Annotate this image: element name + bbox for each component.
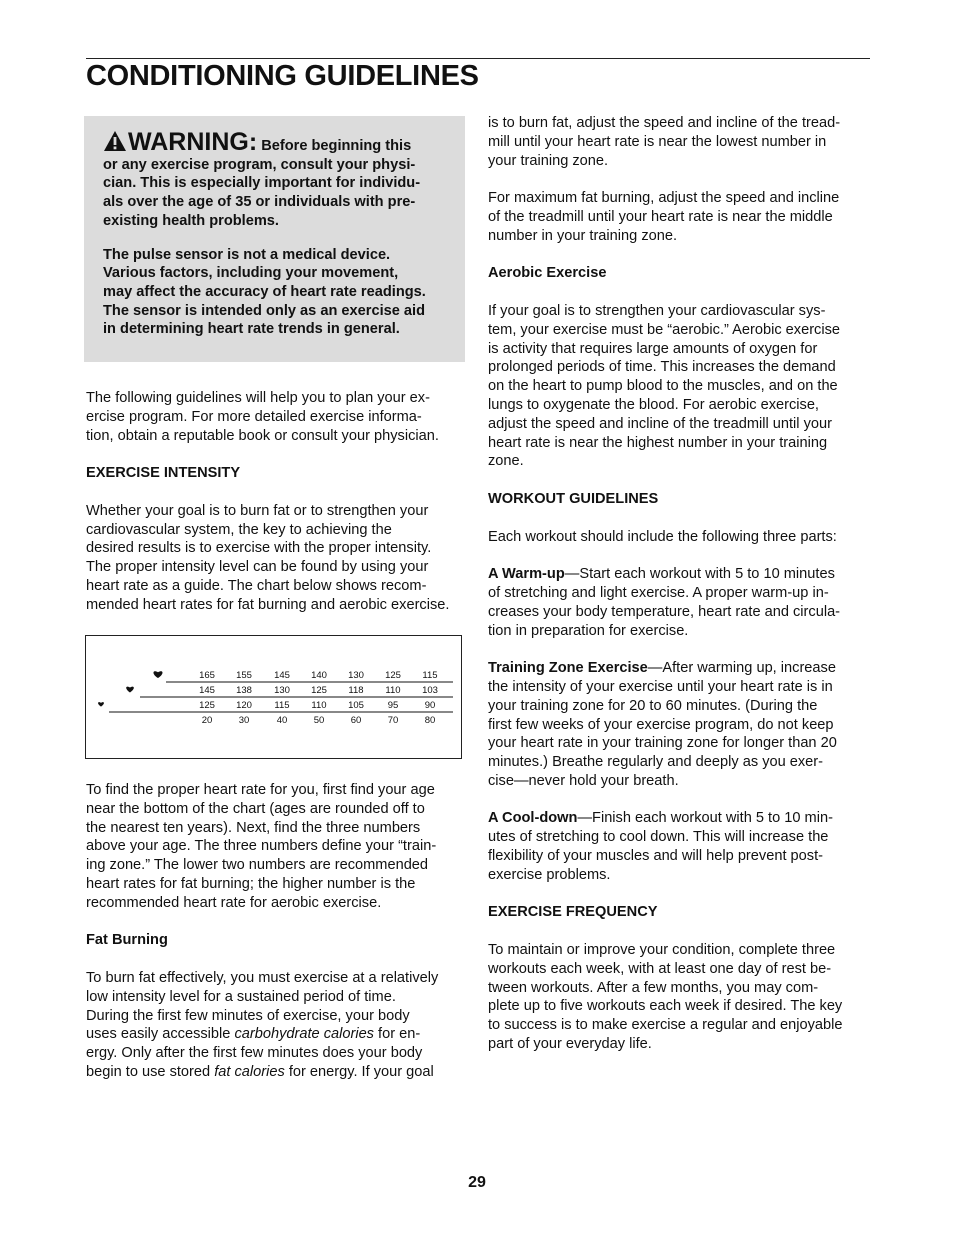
- text-line: flexibility of your muscles and will help prevent post-: [488, 848, 823, 865]
- text-line: uses easily accessible: [86, 1026, 235, 1043]
- age-label: 50: [313, 715, 325, 726]
- heart-rate-value: 145: [274, 670, 290, 681]
- warning-sensor-line: in determining heart rate trends in general.: [103, 321, 400, 338]
- warning-lead-line: cian. This is especially important for individu-: [103, 175, 421, 192]
- text-line: mended heart rates for fat burning and aerobic exercise.: [86, 596, 450, 613]
- heart-icon: [153, 671, 162, 678]
- age-label: 40: [276, 715, 288, 726]
- warning-sensor-line: Various factors, including your movement,: [103, 265, 399, 282]
- carbohydrate-calories-term: carbohydrate calories: [234, 1026, 374, 1043]
- text-line: to success is to make exercise a regular and enjoyable: [488, 1017, 843, 1034]
- exercise-intensity-heading: EXERCISE INTENSITY: [86, 465, 241, 482]
- text-line: zone.: [488, 453, 524, 470]
- text-line: creases your body temperature, heart rate and circula-: [488, 603, 841, 620]
- text-line: The following guidelines will help you to plan your ex-: [86, 390, 430, 406]
- warning-word: WARNING:: [128, 128, 258, 156]
- text-line: part of your everyday life.: [488, 1036, 652, 1053]
- text-line: begin to use stored: [86, 1063, 215, 1080]
- warning-lead-line: existing health problems.: [103, 212, 279, 229]
- text-line: minutes.) Breathe regularly and deeply as you exer-: [488, 754, 824, 771]
- find-heart-rate-paragraph: [86, 781, 470, 913]
- cool-down-paragraph: [488, 809, 872, 884]
- text-line: near the bottom of the chart (ages are rounded off to: [86, 800, 425, 817]
- age-label: 80: [424, 715, 436, 726]
- heart-rate-value: 155: [236, 670, 252, 681]
- text-line: for energy. If your goal: [284, 1063, 434, 1080]
- exercise-frequency-heading: EXERCISE FREQUENCY: [488, 904, 658, 921]
- text-line: tween workouts. After a few months, you may com-: [488, 979, 819, 996]
- warning-box: [84, 116, 465, 362]
- heart-rate-value: 95: [387, 700, 399, 711]
- text-line: of the treadmill until your heart rate is near the middle: [488, 208, 833, 225]
- age-label: 20: [201, 715, 213, 726]
- text-line: for en-: [373, 1026, 421, 1043]
- heart-rate-value: 140: [311, 670, 327, 681]
- fat-burning-continued: [488, 114, 872, 170]
- text-line: Whether your goal is to burn fat or to strengthen your: [86, 502, 429, 519]
- left-column-top: [86, 389, 470, 615]
- workout-intro: Each workout should include the following three parts:: [488, 528, 837, 545]
- heart-rate-value: 118: [348, 685, 364, 696]
- heart-rate-value: 125: [199, 700, 215, 711]
- text-line: mill until your heart rate is near the lowest number in: [488, 133, 827, 150]
- heart-rate-value: 138: [236, 685, 252, 696]
- text-line: exercise problems.: [488, 866, 611, 883]
- maximum-fat-burning-paragraph: [488, 189, 872, 245]
- text-line: low intensity level for a sustained period of time.: [86, 988, 396, 1005]
- text-line: recommended heart rate for aerobic exercise.: [86, 894, 382, 911]
- heart-rate-value: 120: [236, 700, 252, 711]
- text-line: If your goal is to strengthen your cardiovascular sys-: [488, 302, 826, 319]
- text-line: ing zone.” The lower two numbers are recommended: [86, 857, 429, 874]
- text-line: is to burn fat, adjust the speed and incline of the tread-: [488, 115, 841, 131]
- text-line: on the heart to pump blood to the muscles, and on the: [488, 378, 838, 395]
- text-line: number in your training zone.: [488, 227, 678, 244]
- heart-rate-value: 105: [348, 700, 364, 711]
- age-label: 30: [238, 715, 250, 726]
- text-line: ergy. Only after the first few minutes does your body: [86, 1045, 423, 1062]
- frequency-paragraph: [488, 941, 872, 1054]
- text-line: To maintain or improve your condition, complete three: [488, 942, 836, 959]
- heart-rate-value: 125: [385, 670, 401, 681]
- text-line: prolonged periods of time. This increases the demand: [488, 359, 836, 376]
- text-line: tem, your exercise must be “aerobic.” Aerobic exercise: [488, 321, 841, 338]
- text-line: tion in preparation for exercise.: [488, 622, 689, 639]
- heart-rate-value: 165: [199, 670, 215, 681]
- page-title: CONDITIONING GUIDELINES: [86, 60, 479, 92]
- age-label: 70: [387, 715, 399, 726]
- heart-rate-value: 110: [311, 700, 327, 711]
- text-line: the nearest ten years). Next, find the three numbers: [86, 819, 421, 836]
- text-line: the intensity of your exercise until your heart rate is in: [488, 678, 833, 695]
- aerobic-exercise-heading: Aerobic Exercise: [488, 265, 607, 282]
- warning-triangle-icon: [103, 130, 127, 152]
- text-line: For maximum fat burning, adjust the speed and incline: [488, 190, 840, 207]
- warning-sensor-line: may affect the accuracy of heart rate readings.: [103, 283, 426, 300]
- heart-rate-value: 115: [422, 670, 438, 681]
- text-line: desired results is to exercise with the proper intensity.: [86, 540, 432, 557]
- right-column: [488, 114, 872, 1054]
- heart-rate-chart-svg: [86, 636, 463, 760]
- fat-burning-heading: Fat Burning: [86, 932, 168, 949]
- warning-lead-line: or any exercise program, consult your physi-: [103, 156, 416, 173]
- heart-rate-value: 125: [311, 685, 327, 696]
- intro-paragraph: [86, 389, 470, 445]
- intensity-paragraph: [86, 502, 470, 615]
- text-line: tion, obtain a reputable book or consult your physician.: [86, 427, 439, 444]
- warning-lead-line: Before beginning this: [261, 138, 412, 154]
- text-line: adjust the speed and incline of the treadmill until your: [488, 415, 832, 432]
- heart-icon: [98, 702, 104, 706]
- text-line: To burn fat effectively, you must exercise at a relatively: [86, 969, 439, 986]
- heart-rate-value: 130: [348, 670, 364, 681]
- text-line: cardiovascular system, the key to achieving the: [86, 521, 392, 538]
- age-label: 60: [350, 715, 362, 726]
- text-line: heart rate as a guide. The chart below shows recom-: [86, 577, 427, 594]
- text-line: —Start each workout with 5 to 10 minutes: [564, 566, 835, 583]
- warm-up-paragraph: [488, 565, 872, 640]
- training-zone-paragraph: [488, 659, 872, 791]
- warning-lead: [103, 130, 447, 231]
- text-line: your training zone for 20 to 60 minutes. (During the: [488, 697, 818, 714]
- text-line: ercise program. For more detailed exercise informa-: [86, 408, 422, 425]
- text-line: During the first few minutes of exercise, your body: [86, 1007, 410, 1024]
- heart-rate-value: 90: [424, 700, 436, 711]
- text-line: workouts each week, with at least one day of rest be-: [488, 960, 832, 977]
- heart-rate-value: 145: [199, 685, 215, 696]
- text-line: your training zone.: [488, 152, 609, 169]
- fat-calories-term: fat calories: [214, 1063, 285, 1080]
- warning-lead-line: als over the age of 35 or individuals with pre-: [103, 194, 416, 211]
- heart-rate-chart: [85, 635, 462, 759]
- cool-down-label: A Cool-down: [488, 810, 578, 827]
- text-line: your heart rate in your training zone for longer than 20: [488, 735, 837, 752]
- left-column-bottom: [86, 781, 470, 1082]
- text-line: —Finish each workout with 5 to 10 min-: [577, 810, 833, 827]
- text-line: is activity that requires large amounts of oxygen for: [488, 340, 818, 357]
- text-line: cise—never hold your breath.: [488, 772, 679, 789]
- text-line: plete up to five workouts each week if desired. The key: [488, 998, 843, 1015]
- warning-sensor-line: The pulse sensor is not a medical device.: [103, 246, 391, 263]
- warm-up-label: A Warm-up: [488, 566, 565, 583]
- text-line: of stretching and light exercise. A proper warm-up in-: [488, 584, 829, 601]
- text-line: lungs to oxygenate the blood. For aerobic exercise,: [488, 396, 819, 413]
- text-line: To find the proper heart rate for you, first find your age: [86, 782, 435, 798]
- text-line: —After warming up, increase: [647, 660, 836, 677]
- fat-burning-paragraph: [86, 969, 470, 1082]
- heart-icon: [126, 687, 134, 693]
- text-line: The proper intensity level can be found by using your: [86, 559, 429, 576]
- workout-guidelines-heading: WORKOUT GUIDELINES: [488, 490, 659, 507]
- text-line: above your age. The three numbers define your “train-: [86, 838, 437, 855]
- text-line: heart rates for fat burning; the higher number is the: [86, 875, 416, 892]
- aerobic-paragraph: [488, 302, 872, 471]
- top-rule: [86, 58, 870, 59]
- heart-rate-value: 115: [274, 700, 290, 711]
- heart-rate-value: 130: [274, 685, 290, 696]
- text-line: heart rate is near the highest number in your training: [488, 434, 828, 451]
- text-line: first few weeks of your exercise program, do not keep: [488, 716, 834, 733]
- warning-sensor-line: The sensor is intended only as an exercise aid: [103, 302, 425, 319]
- training-zone-label: Training Zone Exercise: [488, 660, 648, 677]
- heart-rate-value: 110: [385, 685, 401, 696]
- page-number: 29: [468, 1174, 486, 1191]
- heart-rate-value: 103: [422, 685, 438, 696]
- text-line: utes of stretching to cool down. This will increase the: [488, 829, 829, 846]
- warning-sensor-note: [103, 246, 447, 340]
